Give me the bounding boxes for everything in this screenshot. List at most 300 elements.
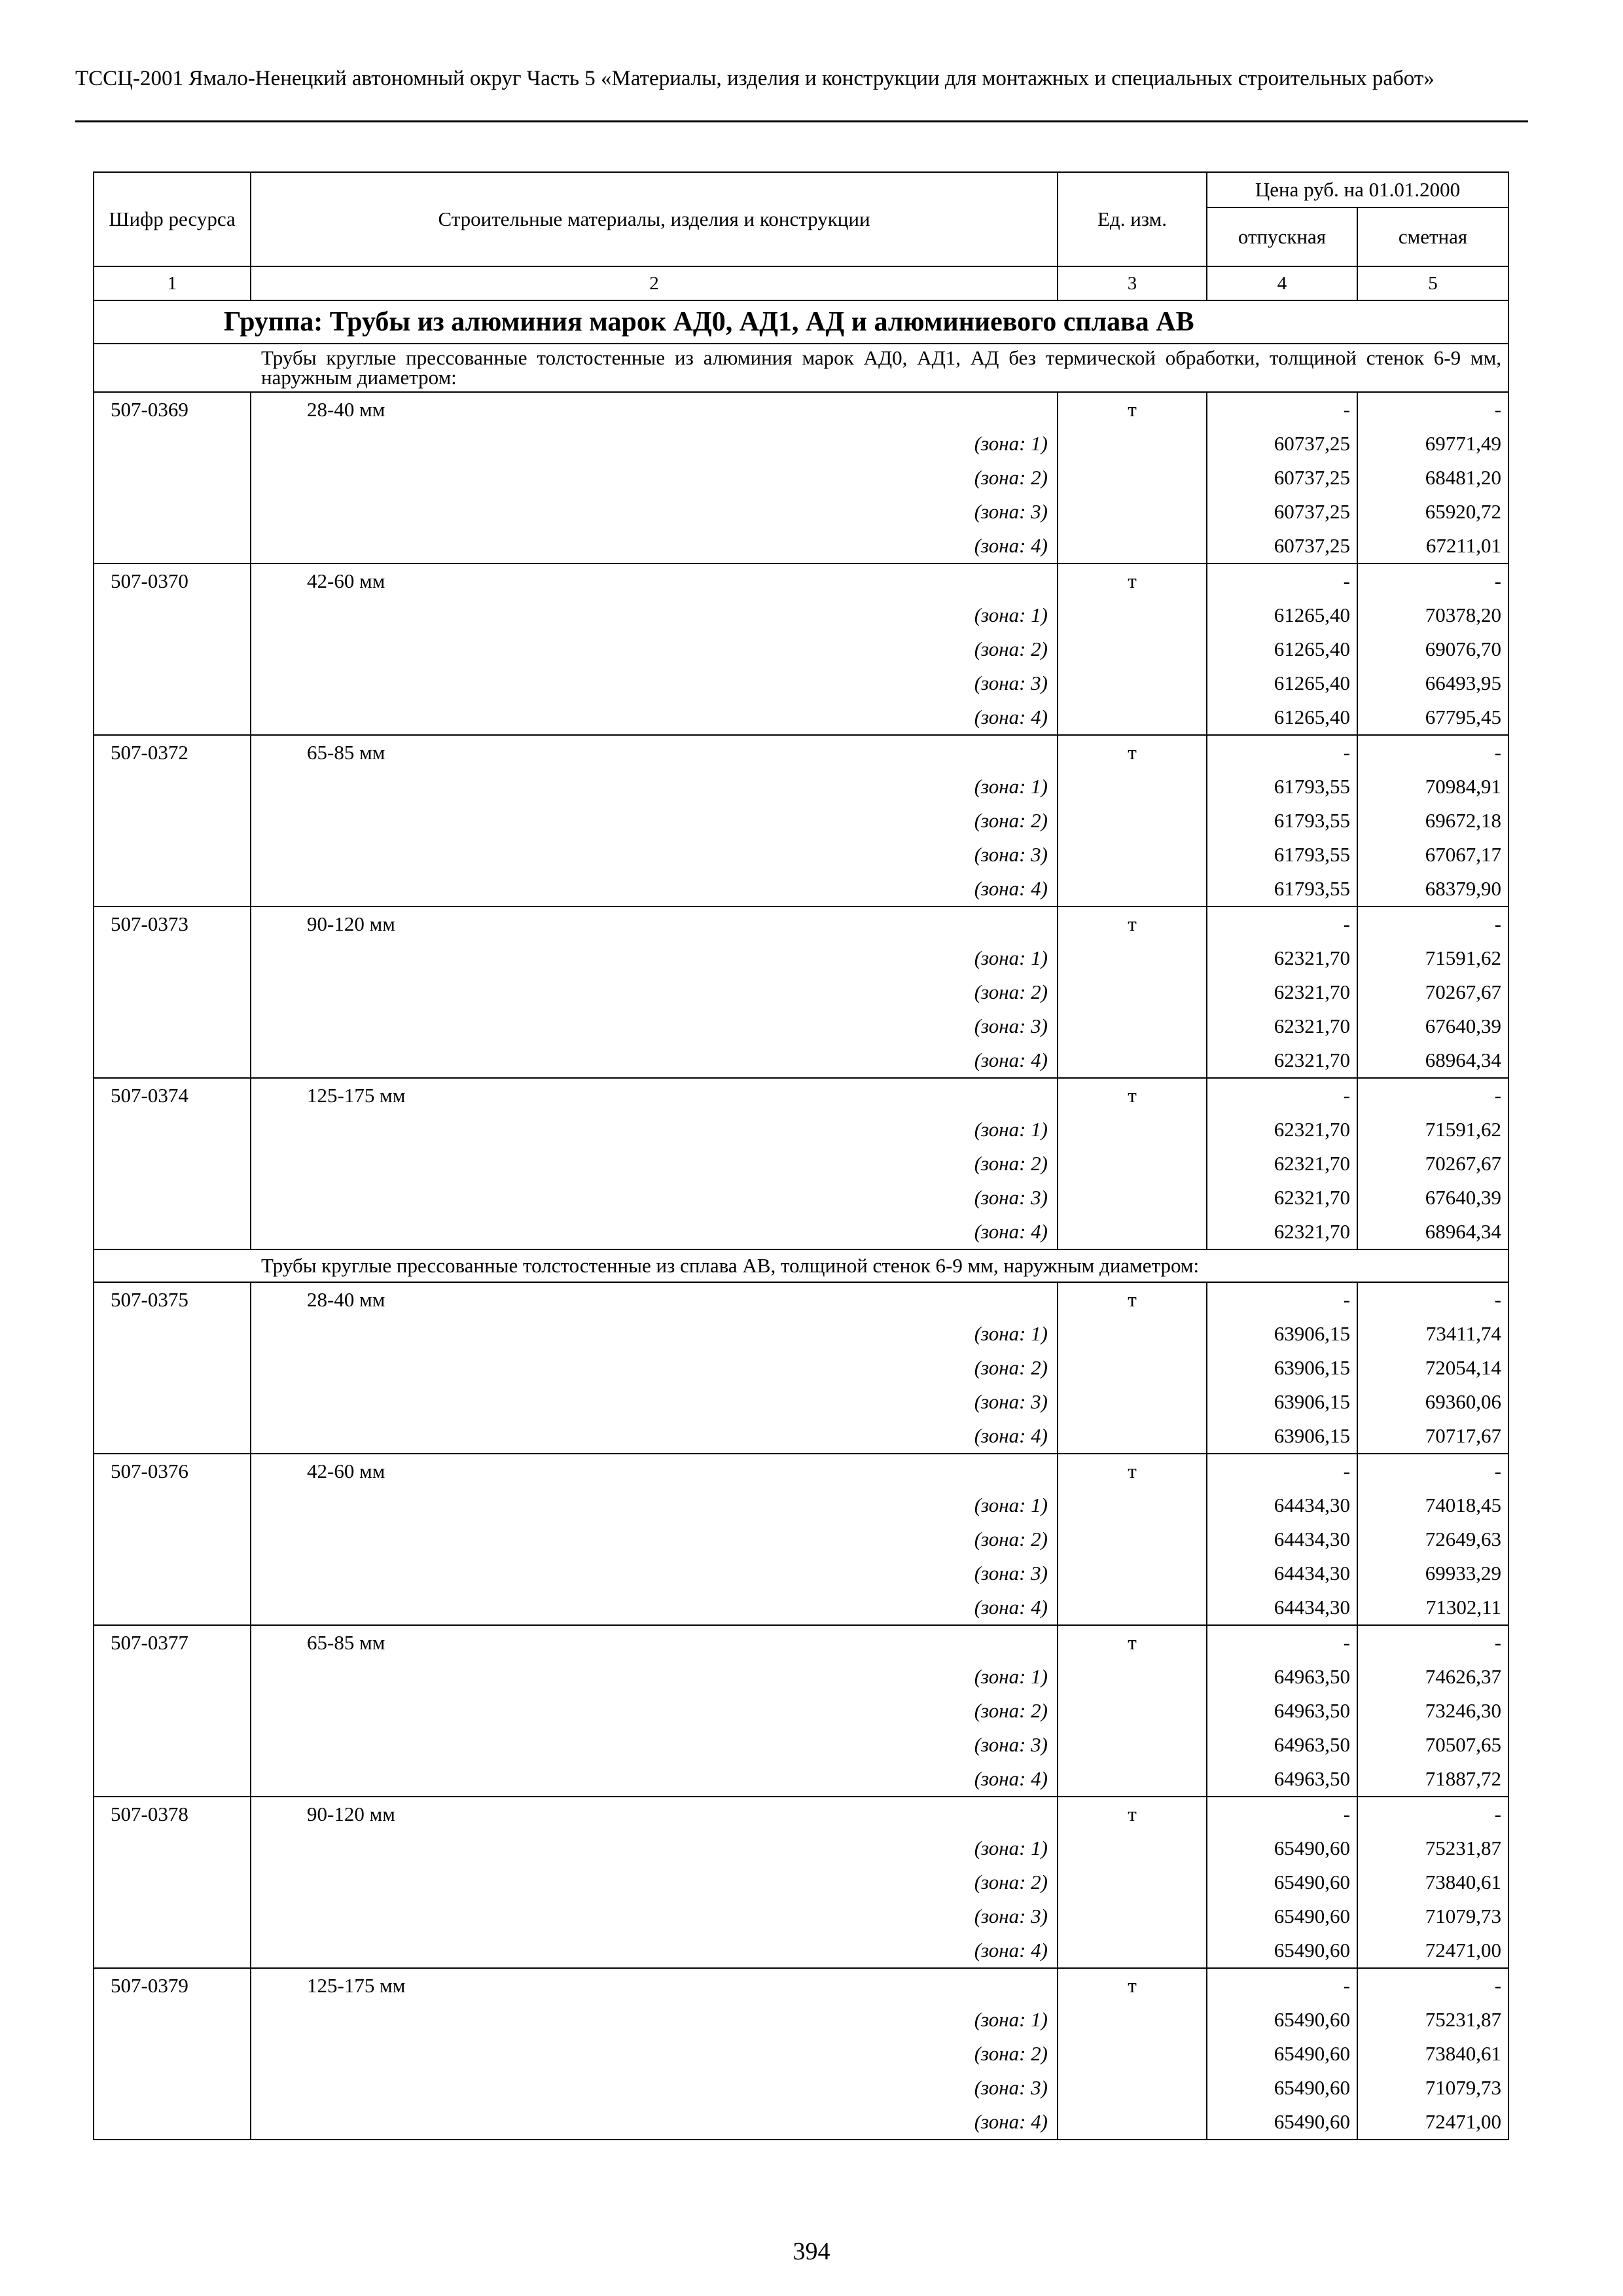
material-name-lines [251, 907, 1057, 1077]
estimate-price: 67640,39 [1425, 1186, 1501, 1209]
unit-cell [1058, 906, 1207, 1078]
estimate-price-cell [1357, 1282, 1508, 1454]
estimate-price-lines [1358, 1454, 1508, 1624]
zone-label: (зона: 4) [974, 2110, 1048, 2133]
estimate-price-cell [1357, 735, 1508, 906]
resource-code-cell [94, 1625, 251, 1797]
estimate-price: 69360,06 [1425, 1390, 1501, 1413]
release-price-cell [1207, 1282, 1357, 1454]
unit-value: т [1128, 398, 1137, 421]
release-price: 64434,30 [1274, 1562, 1350, 1585]
estimate-price-base: - [1494, 1631, 1501, 1654]
material-name-lines [251, 393, 1057, 563]
material-name-lines [251, 736, 1057, 906]
material-name-cell [251, 906, 1058, 1078]
resource-code: 507-0372 [111, 741, 188, 764]
material-name-cell [251, 1282, 1058, 1454]
release-price: 60737,25 [1274, 432, 1350, 455]
release-price: 61265,40 [1274, 672, 1350, 694]
estimate-price-lines [1358, 1797, 1508, 1967]
material-name-lines [251, 1626, 1057, 1796]
unit-value: т [1128, 569, 1137, 592]
resource-code: 507-0374 [111, 1084, 188, 1107]
release-price-base: - [1343, 398, 1350, 421]
estimate-price: 71591,62 [1425, 946, 1501, 969]
release-price-cell [1207, 1968, 1357, 2140]
zone-label: (зона: 1) [974, 1118, 1048, 1141]
column-number: 2 [251, 266, 1058, 300]
zone-label: (зона: 3) [974, 1733, 1048, 1756]
release-price-base: - [1343, 1460, 1350, 1482]
release-price: 65490,60 [1274, 2110, 1350, 2133]
zone-label: (зона: 2) [974, 1528, 1048, 1551]
material-diameter: 90-120 мм [307, 1803, 395, 1825]
material-name-lines [251, 564, 1057, 734]
release-price: 65490,60 [1274, 2042, 1350, 2065]
resource-code: 507-0370 [111, 569, 188, 592]
zone-label: (зона: 4) [974, 877, 1048, 900]
estimate-price: 68964,34 [1425, 1220, 1501, 1243]
resource-code-cell [94, 1282, 251, 1454]
estimate-price: 72471,00 [1425, 2110, 1501, 2133]
estimate-price: 75231,87 [1425, 2008, 1501, 2031]
release-price: 65490,60 [1274, 2076, 1350, 2099]
unit-lines [1058, 1626, 1206, 1660]
resource-code: 507-0369 [111, 398, 188, 421]
release-price: 63906,15 [1274, 1424, 1350, 1447]
resource-code-cell [94, 392, 251, 564]
zone-label: (зона: 4) [974, 706, 1048, 728]
table-row [94, 392, 1508, 564]
group-title: Группа: Трубы из алюминия марок АД0, АД1, АД и алюминиевого сплава АВ [94, 300, 1508, 344]
unit-lines [1058, 393, 1206, 427]
header-divider [75, 120, 1528, 122]
zone-label: (зона: 2) [974, 466, 1048, 489]
unit-lines [1058, 1079, 1206, 1113]
zone-label: (зона: 4) [974, 1049, 1048, 1071]
estimate-price: 67067,17 [1425, 843, 1501, 866]
col-release-header: отпускная [1207, 207, 1357, 266]
column-number: 3 [1058, 266, 1207, 300]
resource-code-lines [94, 1454, 250, 1488]
estimate-price: 70267,67 [1425, 980, 1501, 1003]
release-price: 64963,50 [1274, 1699, 1350, 1722]
zone-label: (зона: 1) [974, 603, 1048, 626]
resource-code-cell [94, 735, 251, 906]
release-price: 60737,25 [1274, 500, 1350, 523]
zone-label: (зона: 2) [974, 980, 1048, 1003]
estimate-price: 72649,63 [1425, 1528, 1501, 1551]
estimate-price: 71079,73 [1425, 1905, 1501, 1928]
unit-cell [1058, 735, 1207, 906]
col-estimate-header: сметная [1357, 207, 1508, 266]
estimate-price: 65920,72 [1425, 500, 1501, 523]
resource-code: 507-0375 [111, 1288, 188, 1311]
release-price: 62321,70 [1274, 1186, 1350, 1209]
release-price-cell [1207, 1454, 1357, 1625]
release-price: 63906,15 [1274, 1356, 1350, 1379]
estimate-price-lines [1358, 1283, 1508, 1453]
estimate-price: 75231,87 [1425, 1837, 1501, 1859]
material-diameter: 28-40 мм [307, 398, 385, 421]
estimate-price: 69076,70 [1425, 637, 1501, 660]
estimate-price-cell [1357, 1454, 1508, 1625]
release-price: 63906,15 [1274, 1322, 1350, 1345]
zone-label: (зона: 3) [974, 1014, 1048, 1037]
zone-label: (зона: 3) [974, 1905, 1048, 1928]
material-diameter: 125-175 мм [307, 1084, 406, 1107]
table-row [94, 1282, 1508, 1454]
release-price-cell [1207, 735, 1357, 906]
estimate-price-cell [1357, 1625, 1508, 1797]
release-price-lines [1207, 1283, 1357, 1453]
resource-code: 507-0373 [111, 912, 188, 935]
estimate-price: 66493,95 [1425, 672, 1501, 694]
estimate-price-cell [1357, 392, 1508, 564]
zone-label: (зона: 2) [974, 1152, 1048, 1175]
unit-lines [1058, 1797, 1206, 1831]
release-price-cell [1207, 564, 1357, 735]
zone-label: (зона: 3) [974, 843, 1048, 866]
release-price-cell [1207, 392, 1357, 564]
zone-label: (зона: 3) [974, 1186, 1048, 1209]
estimate-price-base: - [1494, 1974, 1501, 1997]
estimate-price: 72471,00 [1425, 1939, 1501, 1962]
estimate-price: 72054,14 [1425, 1356, 1501, 1379]
release-price: 64434,30 [1274, 1528, 1350, 1551]
document-header: ТССЦ-2001 Ямало-Ненецкий автономный округ Часть 5 «Материалы, изделия и конструкции для монтажных и специальных строительных работ» [75, 67, 1435, 90]
unit-value: т [1128, 1803, 1137, 1825]
unit-cell [1058, 1454, 1207, 1625]
estimate-price: 70717,67 [1425, 1424, 1501, 1447]
release-price: 64963,50 [1274, 1767, 1350, 1790]
estimate-price-base: - [1494, 398, 1501, 421]
release-price: 62321,70 [1274, 1049, 1350, 1071]
unit-value: т [1128, 741, 1137, 764]
table-row [94, 735, 1508, 906]
unit-value: т [1128, 1288, 1137, 1311]
estimate-price-base: - [1494, 569, 1501, 592]
material-name-lines [251, 1797, 1057, 1967]
release-price: 64963,50 [1274, 1733, 1350, 1756]
zone-label: (зона: 4) [974, 1596, 1048, 1619]
release-price-lines [1207, 564, 1357, 734]
estimate-price: 68964,34 [1425, 1049, 1501, 1071]
section-description-row [94, 344, 1508, 392]
zone-label: (зона: 1) [974, 1837, 1048, 1859]
table-row [94, 906, 1508, 1078]
release-price-lines [1207, 907, 1357, 1077]
zone-label: (зона: 3) [974, 500, 1048, 523]
resource-code-cell [94, 1078, 251, 1249]
material-name-cell [251, 392, 1058, 564]
estimate-price: 69933,29 [1425, 1562, 1501, 1585]
estimate-price: 70984,91 [1425, 775, 1501, 798]
unit-cell [1058, 392, 1207, 564]
material-diameter: 65-85 мм [307, 1631, 385, 1654]
material-name-cell [251, 1078, 1058, 1249]
release-price: 64434,30 [1274, 1494, 1350, 1516]
estimate-price: 67795,45 [1425, 706, 1501, 728]
estimate-price: 73840,61 [1425, 1871, 1501, 1893]
estimate-price-base: - [1494, 741, 1501, 764]
material-name-cell [251, 1454, 1058, 1625]
table-row [94, 1797, 1508, 1968]
release-price: 60737,25 [1274, 466, 1350, 489]
release-price: 61265,40 [1274, 706, 1350, 728]
material-diameter: 28-40 мм [307, 1288, 385, 1311]
release-price-cell [1207, 1625, 1357, 1797]
release-price: 65490,60 [1274, 1837, 1350, 1859]
resource-code: 507-0378 [111, 1803, 188, 1825]
release-price-lines [1207, 393, 1357, 563]
unit-value: т [1128, 912, 1137, 935]
resource-code-lines [94, 564, 250, 598]
column-number: 4 [1207, 266, 1357, 300]
material-name-cell [251, 1797, 1058, 1968]
release-price: 65490,60 [1274, 1905, 1350, 1928]
release-price-base: - [1343, 912, 1350, 935]
material-name-lines [251, 1079, 1057, 1249]
zone-label: (зона: 2) [974, 809, 1048, 832]
page-number: 394 [793, 2238, 830, 2265]
estimate-price: 69672,18 [1425, 809, 1501, 832]
unit-value: т [1128, 1974, 1137, 1997]
estimate-price-lines [1358, 1969, 1508, 2139]
col-name-header: Строительные материалы, изделия и конструкции [251, 172, 1058, 266]
material-name-lines [251, 1969, 1057, 2139]
release-price-base: - [1343, 1974, 1350, 1997]
release-price: 64963,50 [1274, 1665, 1350, 1688]
estimate-price: 71591,62 [1425, 1118, 1501, 1141]
release-price: 62321,70 [1274, 1152, 1350, 1175]
zone-label: (зона: 3) [974, 672, 1048, 694]
release-price-base: - [1343, 1084, 1350, 1107]
unit-value: т [1128, 1631, 1137, 1654]
release-price: 61793,55 [1274, 809, 1350, 832]
zone-label: (зона: 3) [974, 1562, 1048, 1585]
col-unit-header: Ед. изм. [1058, 172, 1207, 266]
unit-cell [1058, 1625, 1207, 1797]
release-price: 65490,60 [1274, 1871, 1350, 1893]
zone-label: (зона: 4) [974, 1939, 1048, 1962]
estimate-price-cell [1357, 1797, 1508, 1968]
release-price: 62321,70 [1274, 1220, 1350, 1243]
material-diameter: 90-120 мм [307, 912, 395, 935]
release-price-base: - [1343, 569, 1350, 592]
estimate-price: 69771,49 [1425, 432, 1501, 455]
estimate-price-lines [1358, 907, 1508, 1077]
estimate-price-base: - [1494, 912, 1501, 935]
zone-label: (зона: 1) [974, 946, 1048, 969]
release-price: 61793,55 [1274, 843, 1350, 866]
resource-code-lines [94, 736, 250, 770]
unit-cell [1058, 1968, 1207, 2140]
unit-lines [1058, 1283, 1206, 1317]
resource-code-cell [94, 564, 251, 735]
zone-label: (зона: 1) [974, 1322, 1048, 1345]
zone-label: (зона: 1) [974, 1665, 1048, 1688]
material-diameter: 42-60 мм [307, 1460, 385, 1482]
release-price-cell [1207, 1797, 1357, 1968]
unit-lines [1058, 1969, 1206, 2003]
unit-cell [1058, 1078, 1207, 1249]
unit-cell [1058, 1797, 1207, 1968]
material-name-cell [251, 564, 1058, 735]
estimate-price: 73840,61 [1425, 2042, 1501, 2065]
price-table [93, 171, 1509, 2140]
estimate-price-cell [1357, 1078, 1508, 1249]
col-price-header: Цена руб. на 01.01.2000 [1207, 172, 1508, 207]
section-description: Трубы круглые прессованные толстостенные из алюминия марок АД0, АД1, АД без термической обработки, толщиной стенок 6-9 мм, наружным диаметром: [94, 344, 1508, 392]
column-number: 5 [1357, 266, 1508, 300]
release-price-lines [1207, 736, 1357, 906]
release-price: 61265,40 [1274, 603, 1350, 626]
unit-value: т [1128, 1084, 1137, 1107]
unit-value: т [1128, 1460, 1137, 1482]
release-price-lines [1207, 1626, 1357, 1796]
material-name-cell [251, 1968, 1058, 2140]
release-price-cell [1207, 1078, 1357, 1249]
zone-label: (зона: 1) [974, 775, 1048, 798]
column-number: 1 [94, 266, 251, 300]
resource-code: 507-0376 [111, 1460, 188, 1482]
table-row [94, 1968, 1508, 2140]
release-price-base: - [1343, 1803, 1350, 1825]
material-name-lines [251, 1283, 1057, 1453]
release-price-cell [1207, 906, 1357, 1078]
table-row [94, 1078, 1508, 1249]
estimate-price: 74018,45 [1425, 1494, 1501, 1516]
release-price: 65490,60 [1274, 1939, 1350, 1962]
release-price-lines [1207, 1969, 1357, 2139]
zone-label: (зона: 2) [974, 2042, 1048, 2065]
estimate-price-base: - [1494, 1460, 1501, 1482]
release-price: 60737,25 [1274, 534, 1350, 557]
estimate-price-lines [1358, 564, 1508, 734]
unit-cell [1058, 1282, 1207, 1454]
zone-label: (зона: 4) [974, 534, 1048, 557]
zone-label: (зона: 1) [974, 1494, 1048, 1516]
estimate-price: 70507,65 [1425, 1733, 1501, 1756]
resource-code: 507-0379 [111, 1974, 188, 1997]
zone-label: (зона: 4) [974, 1424, 1048, 1447]
release-price: 62321,70 [1274, 1118, 1350, 1141]
zone-label: (зона: 1) [974, 2008, 1048, 2031]
estimate-price: 67640,39 [1425, 1014, 1501, 1037]
unit-lines [1058, 907, 1206, 941]
unit-lines [1058, 564, 1206, 598]
estimate-price-cell [1357, 906, 1508, 1078]
table-row [94, 1454, 1508, 1625]
estimate-price: 70267,67 [1425, 1152, 1501, 1175]
material-name-lines [251, 1454, 1057, 1624]
zone-label: (зона: 4) [974, 1220, 1048, 1243]
zone-label: (зона: 2) [974, 637, 1048, 660]
release-price: 62321,70 [1274, 946, 1350, 969]
material-name-cell [251, 735, 1058, 906]
estimate-price-lines [1358, 1079, 1508, 1249]
table-row [94, 1625, 1508, 1797]
release-price: 64434,30 [1274, 1596, 1350, 1619]
material-name-cell [251, 1625, 1058, 1797]
col-code-header: Шифр ресурса [94, 172, 251, 266]
release-price-base: - [1343, 1631, 1350, 1654]
resource-code-lines [94, 907, 250, 941]
estimate-price: 73246,30 [1425, 1699, 1501, 1722]
resource-code-lines [94, 1626, 250, 1660]
release-price: 62321,70 [1274, 1014, 1350, 1037]
table-row [94, 564, 1508, 735]
zone-label: (зона: 2) [974, 1356, 1048, 1379]
section-description: Трубы круглые прессованные толстостенные из сплава АВ, толщиной стенок 6-9 мм, наружным диаметром: [94, 1249, 1508, 1282]
resource-code: 507-0377 [111, 1631, 188, 1654]
release-price-base: - [1343, 1288, 1350, 1311]
release-price-lines [1207, 1454, 1357, 1624]
zone-label: (зона: 1) [974, 432, 1048, 455]
estimate-price: 73411,74 [1425, 1322, 1501, 1345]
resource-code-lines [94, 1283, 250, 1317]
zone-label: (зона: 3) [974, 1390, 1048, 1413]
unit-cell [1058, 564, 1207, 735]
unit-lines [1058, 1454, 1206, 1488]
release-price: 61793,55 [1274, 775, 1350, 798]
estimate-price: 70378,20 [1425, 603, 1501, 626]
estimate-price: 68481,20 [1425, 466, 1501, 489]
resource-code-lines [94, 1079, 250, 1113]
material-diameter: 42-60 мм [307, 569, 385, 592]
estimate-price-lines [1358, 736, 1508, 906]
estimate-price: 71079,73 [1425, 2076, 1501, 2099]
release-price-lines [1207, 1079, 1357, 1249]
resource-code-lines [94, 393, 250, 427]
resource-code-cell [94, 1454, 251, 1625]
release-price: 61265,40 [1274, 637, 1350, 660]
estimate-price-base: - [1494, 1084, 1501, 1107]
zone-label: (зона: 2) [974, 1699, 1048, 1722]
estimate-price: 71302,11 [1425, 1596, 1501, 1619]
estimate-price-lines [1358, 393, 1508, 563]
release-price-base: - [1343, 741, 1350, 764]
release-price: 65490,60 [1274, 2008, 1350, 2031]
estimate-price-cell [1357, 564, 1508, 735]
resource-code-cell [94, 906, 251, 1078]
estimate-price: 71887,72 [1425, 1767, 1501, 1790]
release-price: 63906,15 [1274, 1390, 1350, 1413]
estimate-price-base: - [1494, 1288, 1501, 1311]
material-diameter: 65-85 мм [307, 741, 385, 764]
unit-lines [1058, 736, 1206, 770]
release-price-lines [1207, 1797, 1357, 1967]
zone-label: (зона: 2) [974, 1871, 1048, 1893]
zone-label: (зона: 3) [974, 2076, 1048, 2099]
material-diameter: 125-175 мм [307, 1974, 406, 1997]
resource-code-cell [94, 1968, 251, 2140]
release-price: 61793,55 [1274, 877, 1350, 900]
resource-code-lines [94, 1797, 250, 1831]
estimate-price: 68379,90 [1425, 877, 1501, 900]
estimate-price-cell [1357, 1968, 1508, 2140]
resource-code-cell [94, 1797, 251, 1968]
estimate-price: 67211,01 [1425, 534, 1501, 557]
estimate-price-base: - [1494, 1803, 1501, 1825]
estimate-price-lines [1358, 1626, 1508, 1796]
zone-label: (зона: 4) [974, 1767, 1048, 1790]
resource-code-lines [94, 1969, 250, 2003]
release-price: 62321,70 [1274, 980, 1350, 1003]
estimate-price: 74626,37 [1425, 1665, 1501, 1688]
section-description-row [94, 1249, 1508, 1282]
